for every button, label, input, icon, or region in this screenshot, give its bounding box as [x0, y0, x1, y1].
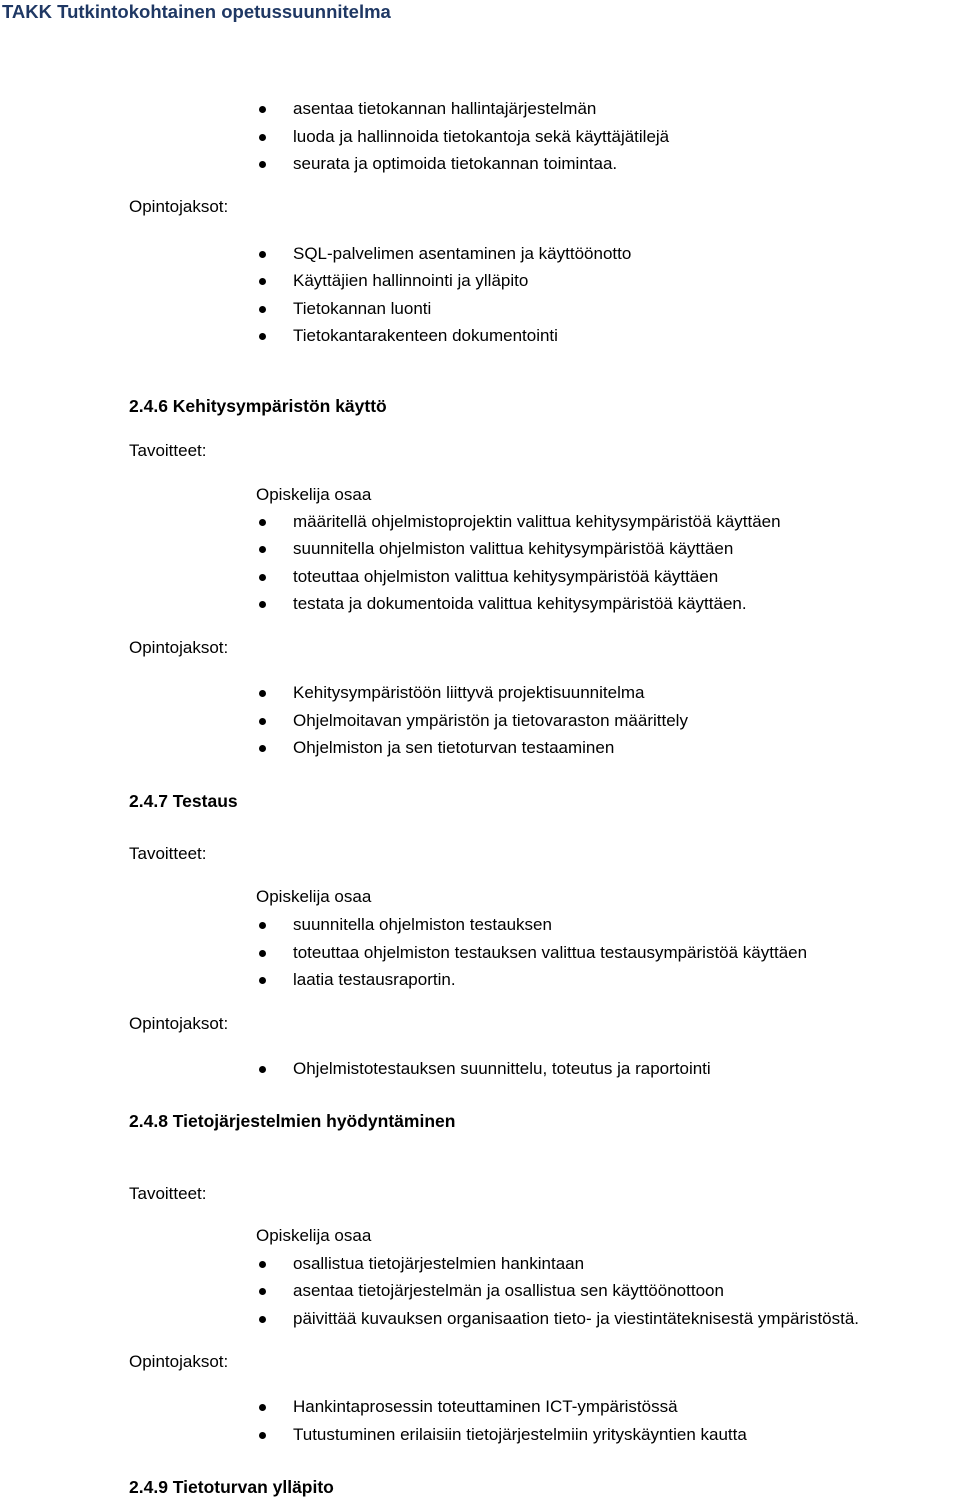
bullet-icon [259, 977, 266, 984]
courses-label: Opintojaksot: [129, 638, 229, 657]
list-item: Kehitysympäristöön liittyvä projektisuunnitelma [293, 683, 645, 702]
bullet-icon [259, 306, 266, 313]
list-item: seurata ja optimoida tietokannan toimintaa. [293, 154, 618, 173]
bullet-icon [259, 718, 266, 725]
list-item: osallistua tietojärjestelmien hankintaan [293, 1254, 585, 1273]
bullet-icon [259, 690, 266, 697]
goals-intro: Opiskelija osaa [256, 485, 372, 504]
courses-label: Opintojaksot: [129, 197, 229, 216]
list-item: Hankintaprosessin toteuttaminen ICT-ympäristössä [293, 1397, 678, 1416]
bullet-icon [259, 161, 266, 168]
list-item: määritellä ohjelmistoprojektin valittua kehitysympäristöä käyttäen [293, 512, 781, 531]
goals-label: Tavoitteet: [129, 1184, 207, 1203]
bullet-icon [259, 1066, 266, 1073]
list-item: Tietokannan luonti [293, 299, 432, 318]
goals-label: Tavoitteet: [129, 844, 207, 863]
bullet-icon [259, 333, 266, 340]
list-item: testata ja dokumentoida valittua kehitysympäristöä käyttäen. [293, 594, 747, 613]
bullet-icon [259, 922, 266, 929]
section-heading: 2.4.8 Tietojärjestelmien hyödyntäminen [129, 1111, 456, 1131]
section-heading: 2.4.9 Tietoturvan ylläpito [129, 1477, 334, 1497]
bullet-icon [259, 574, 266, 581]
bullet-icon [259, 251, 266, 258]
bullet-icon [259, 134, 266, 141]
list-item: Käyttäjien hallinnointi ja ylläpito [293, 271, 529, 290]
list-item: Ohjelmiston ja sen tietoturvan testaaminen [293, 738, 615, 757]
bullet-icon [259, 1288, 266, 1295]
list-item: Ohjelmoitavan ympäristön ja tietovaraston määrittely [293, 711, 688, 730]
bullet-icon [259, 278, 266, 285]
goals-intro: Opiskelija osaa [256, 887, 372, 906]
list-item: laatia testausraportin. [293, 970, 456, 989]
list-item: Tietokantarakenteen dokumentointi [293, 326, 558, 345]
list-item: luoda ja hallinnoida tietokantoja sekä käyttäjätilejä [293, 127, 670, 146]
bullet-icon [259, 1261, 266, 1268]
bullet-icon [259, 1404, 266, 1411]
bullet-icon [259, 546, 266, 553]
list-item: Ohjelmistotestauksen suunnittelu, toteutus ja raportointi [293, 1059, 711, 1078]
list-item: suunnitella ohjelmiston valittua kehitysympäristöä käyttäen [293, 539, 734, 558]
list-item: asentaa tietokannan hallintajärjestelmän [293, 99, 597, 118]
bullet-icon [259, 745, 266, 752]
bullet-icon [259, 519, 266, 526]
bullet-icon [259, 1432, 266, 1439]
list-item: päivittää kuvauksen organisaation tieto- ja viestintäteknisestä ympäristöstä. [293, 1309, 860, 1328]
list-item: toteuttaa ohjelmiston valittua kehitysympäristöä käyttäen [293, 567, 719, 586]
section-heading: 2.4.7 Testaus [129, 791, 238, 811]
goals-intro: Opiskelija osaa [256, 1226, 372, 1245]
list-item: toteuttaa ohjelmiston testauksen valittua testausympäristöä käyttäen [293, 943, 808, 962]
courses-label: Opintojaksot: [129, 1352, 229, 1371]
document-header-title: TAKK Tutkintokohtainen opetussuunnitelma [2, 1, 391, 22]
bullet-icon [259, 601, 266, 608]
bullet-icon [259, 950, 266, 957]
goals-label: Tavoitteet: [129, 441, 207, 460]
bullet-icon [259, 106, 266, 113]
list-item: Tutustuminen erilaisiin tietojärjestelmiin yrityskäyntien kautta [293, 1425, 747, 1444]
courses-label: Opintojaksot: [129, 1014, 229, 1033]
list-item: SQL-palvelimen asentaminen ja käyttöönotto [293, 244, 632, 263]
section-heading: 2.4.6 Kehitysympäristön käyttö [129, 396, 387, 416]
list-item: suunnitella ohjelmiston testauksen [293, 915, 552, 934]
bullet-icon [259, 1316, 266, 1323]
list-item: asentaa tietojärjestelmän ja osallistua sen käyttöönottoon [293, 1281, 724, 1300]
